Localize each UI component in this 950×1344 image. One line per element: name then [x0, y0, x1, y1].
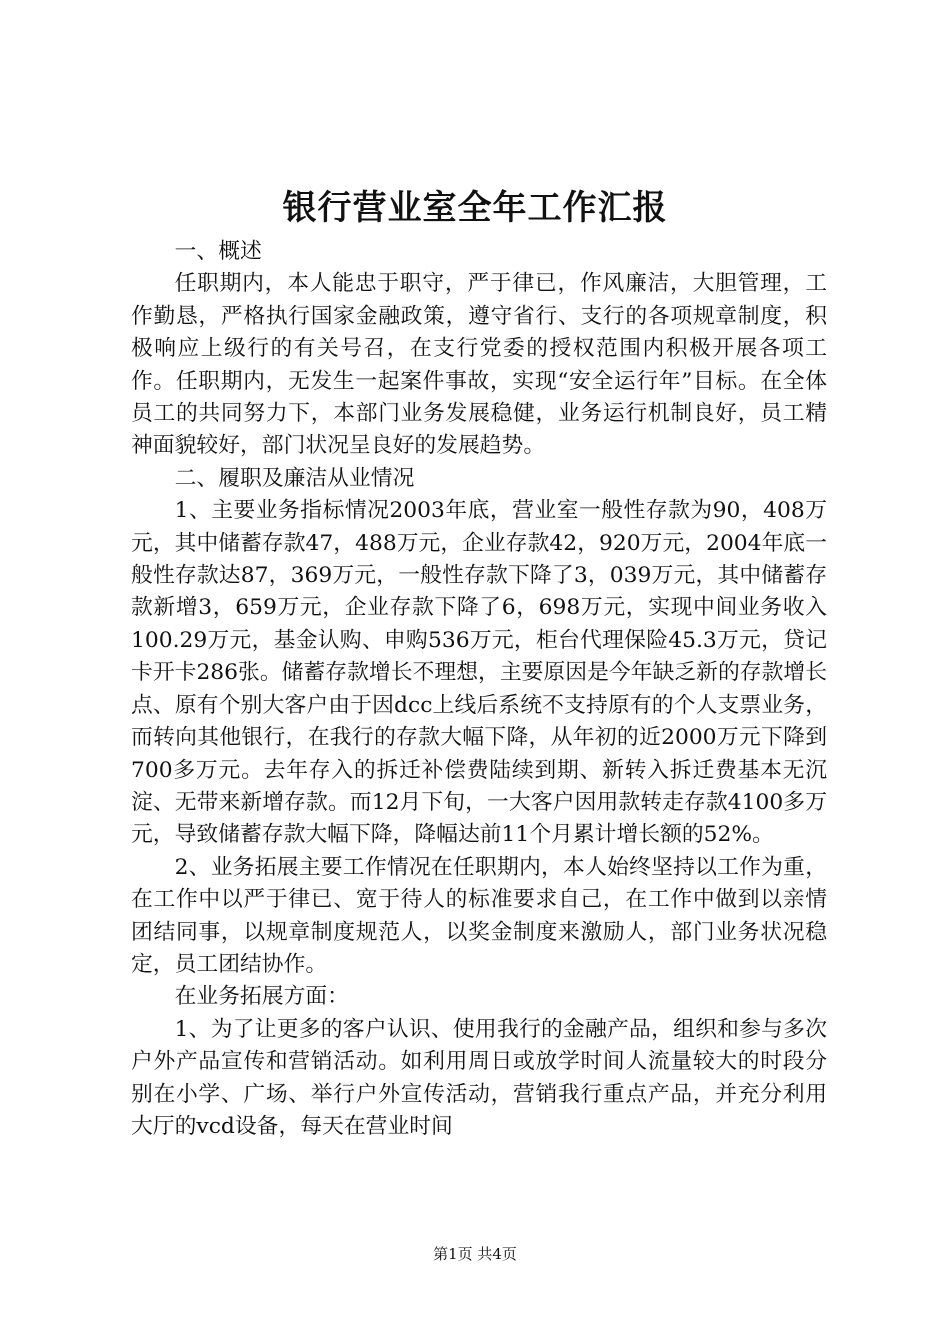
- document-title: 银行营业室全年工作汇报: [282, 188, 668, 228]
- document-body: [131, 236, 827, 1143]
- section-heading-overview: 一、概述: [174, 239, 262, 264]
- paragraph-business-expansion: 2、业务拓展主要工作情况在任职期内，本人始终坚持以工作为重，在工作中以严于律已、宽于待人的标准要求自己，在工作中做到以亲情团结同事，以规章制度规范人，以奖金制度来激励人，部门业务状况稳定，员工团结协作。: [131, 854, 827, 977]
- paragraph-overview: 任职期内，本人能忠于职守，严于律已，作风廉洁，大胆管理，工作勤恳，严格执行国家金融政策，遵守省行、支行的各项规章制度，积极响应上级行的有关号召，在支行党委的授权范围内积极开展各项工作。任职期内，无发生一起案件事故，实现“安全运行年”目标。在全体员工的共同努力下，本部门业务发展稳健，业务运行机制良好，员工精神面貌较好，部门状况呈良好的发展趋势。: [131, 271, 827, 459]
- section-heading-duties: 二、履职及廉洁从业情况: [174, 465, 415, 491]
- page-footer: 第1页 共4页: [433, 1245, 517, 1263]
- paragraph-promotion: 1、为了让更多的客户认识、使用我行的金融产品，组织和参与多次户外产品宣传和营销活动。如利用周日或放学时间人流量较大的时段分别在小学、广场、举行户外宣传活动，营销我行重点产品，并充分利用大厅的vcd设备，每天在营业时间: [131, 1016, 827, 1139]
- paragraph-business-indicators: 1、主要业务指标情况2003年底，营业室一般性存款为90，408万元，其中储蓄存款47，488万元，企业存款42，920万元，2004年底一般性存款达87，369万元，一般性存款下降了3，039万元，其中储蓄存款新增3，659万元，企业存款下降了6，698万元，实现中间业务收入100.29万元，基金认购、申购536万元，柜台代理保险45.3万元，贷记卡开卡286张。储蓄存款增长不理想，主要原因是今年缺乏新的存款增长点、原有个别大客户由于因dcc上线后系统不支持原有的个人支票业务，而转向其他银行，在我行的存款大幅下降，从年初的近2000万元下降到700多万元。去年存入的拆迁补偿费陆续到期、新转入拆迁费基本无沉淀、无带来新增存款。而12月下旬，一大客户因用款转走存款4100多万元，导致储蓄存款大幅下降，降幅达前11个月累计增长额的52%。: [131, 498, 827, 848]
- paragraph-expansion-intro: 在业务拓展方面：: [174, 984, 349, 1010]
